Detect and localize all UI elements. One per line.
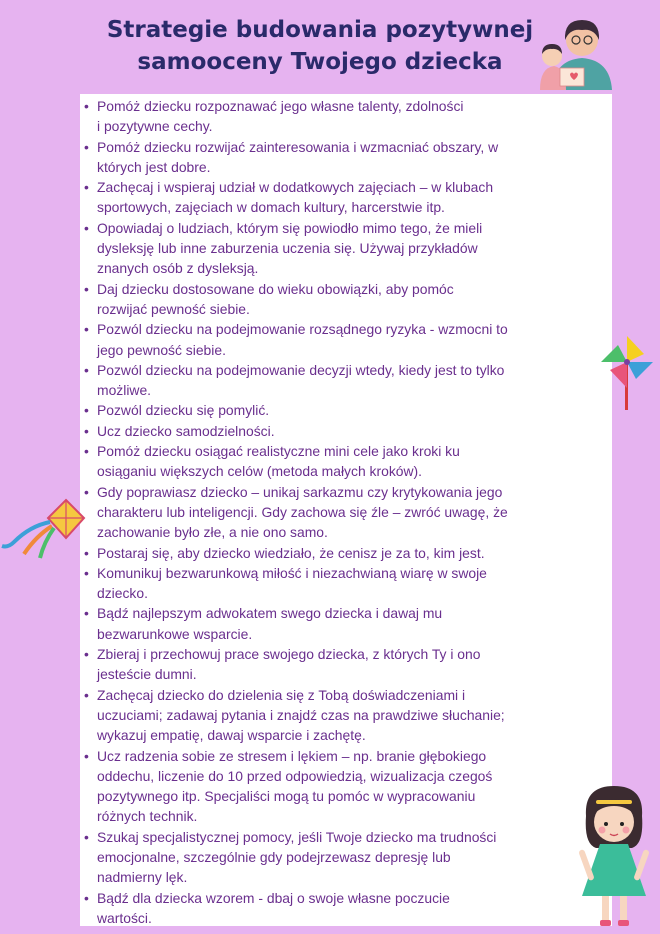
- page-title: [70, 14, 570, 78]
- list-item: • Postaraj się, aby dziecko wiedziało, że cenisz je za to, kim jest.: [84, 543, 584, 563]
- girl-illustration: [570, 784, 660, 930]
- list-item: • Pomóż dziecku rozpoznawać jego własne talenty, zdolności i pozytywne cechy.: [84, 96, 584, 137]
- parent-child-illustration: [532, 10, 620, 90]
- list-item: • Bądź dla dziecka wzorem - dbaj o swoje własne poczucie wartości.: [84, 888, 584, 929]
- list-item: • Szukaj specjalistycznej pomocy, jeśli Twoje dziecko ma trudności emocjonalne, szczególnie gdy podejrzewasz depresję lub nadmierny lęk.: [84, 827, 584, 888]
- list-item: • Pomóż dziecku rozwijać zainteresowania i wzmacniać obszary, w których jest dobre.: [84, 137, 584, 178]
- list-item: • Pomóż dziecku osiągać realistyczne mini cele jako kroki ku osiąganiu większych celów (metoda małych kroków).: [84, 441, 584, 482]
- list-item: • Ucz dziecko samodzielności.: [84, 421, 584, 441]
- list-item: • Pozwól dziecku na podejmowanie rozsądnego ryzyka - wzmocni to jego pewność siebie.: [84, 319, 584, 360]
- list-item: • Pozwól dziecku na podejmowanie decyzji wtedy, kiedy jest to tylko możliwe.: [84, 360, 584, 401]
- kite-icon: [0, 496, 86, 560]
- list-item: • Opowiadaj o ludziach, którym się powiodło mimo tego, że mieli dysleksję lub inne zaburzenia uczenia się. Używaj przykładów znanych osób z dysleksją.: [84, 218, 584, 279]
- tips-list: [84, 96, 584, 928]
- list-item: • Zachęcaj dziecko do dzielenia się z Tobą doświadczeniami i uczuciami; zadawaj pytania i znajdź czas na prawdziwe słuchanie; wykazuj empatię, dawaj wsparcie i zachętę.: [84, 685, 584, 746]
- list-item: • Ucz radzenia sobie ze stresem i lękiem – np. branie głębokiego oddechu, liczenie do 10 przed odpowiedzią, wizualizacja czegoś pozytywnego itp. Specjaliści mogą tu pomóc w wypracowaniu różnych technik.: [84, 746, 584, 827]
- list-item: • Zachęcaj i wspieraj udział w dodatkowych zajęciach – w klubach sportowych, zajęciach w domach kultury, harcerstwie itp.: [84, 177, 584, 218]
- title-line-2: samooceny Twojego dziecka: [137, 49, 503, 75]
- list-item: • Komunikuj bezwarunkową miłość i niezachwianą wiarę w swoje dziecko.: [84, 563, 584, 604]
- list-item: • Zbieraj i przechowuj prace swojego dziecka, z których Ty i ono jesteście dumni.: [84, 644, 584, 685]
- list-item: • Daj dziecku dostosowane do wieku obowiązki, aby pomóc rozwijać pewność siebie.: [84, 279, 584, 320]
- list-item: • Pozwól dziecku się pomylić.: [84, 400, 584, 420]
- list-item: • Gdy poprawiasz dziecko – unikaj sarkazmu czy krytykowania jego charakteru lub inteligencji. Gdy zachowa się źle – zwróć uwagę, że zachowanie było złe, a nie ono samo.: [84, 482, 584, 543]
- title-line-1: Strategie budowania pozytywnej: [106, 17, 534, 43]
- pinwheel-icon: [598, 334, 656, 410]
- list-item: • Bądź najlepszym adwokatem swego dziecka i dawaj mu bezwarunkowe wsparcie.: [84, 603, 584, 644]
